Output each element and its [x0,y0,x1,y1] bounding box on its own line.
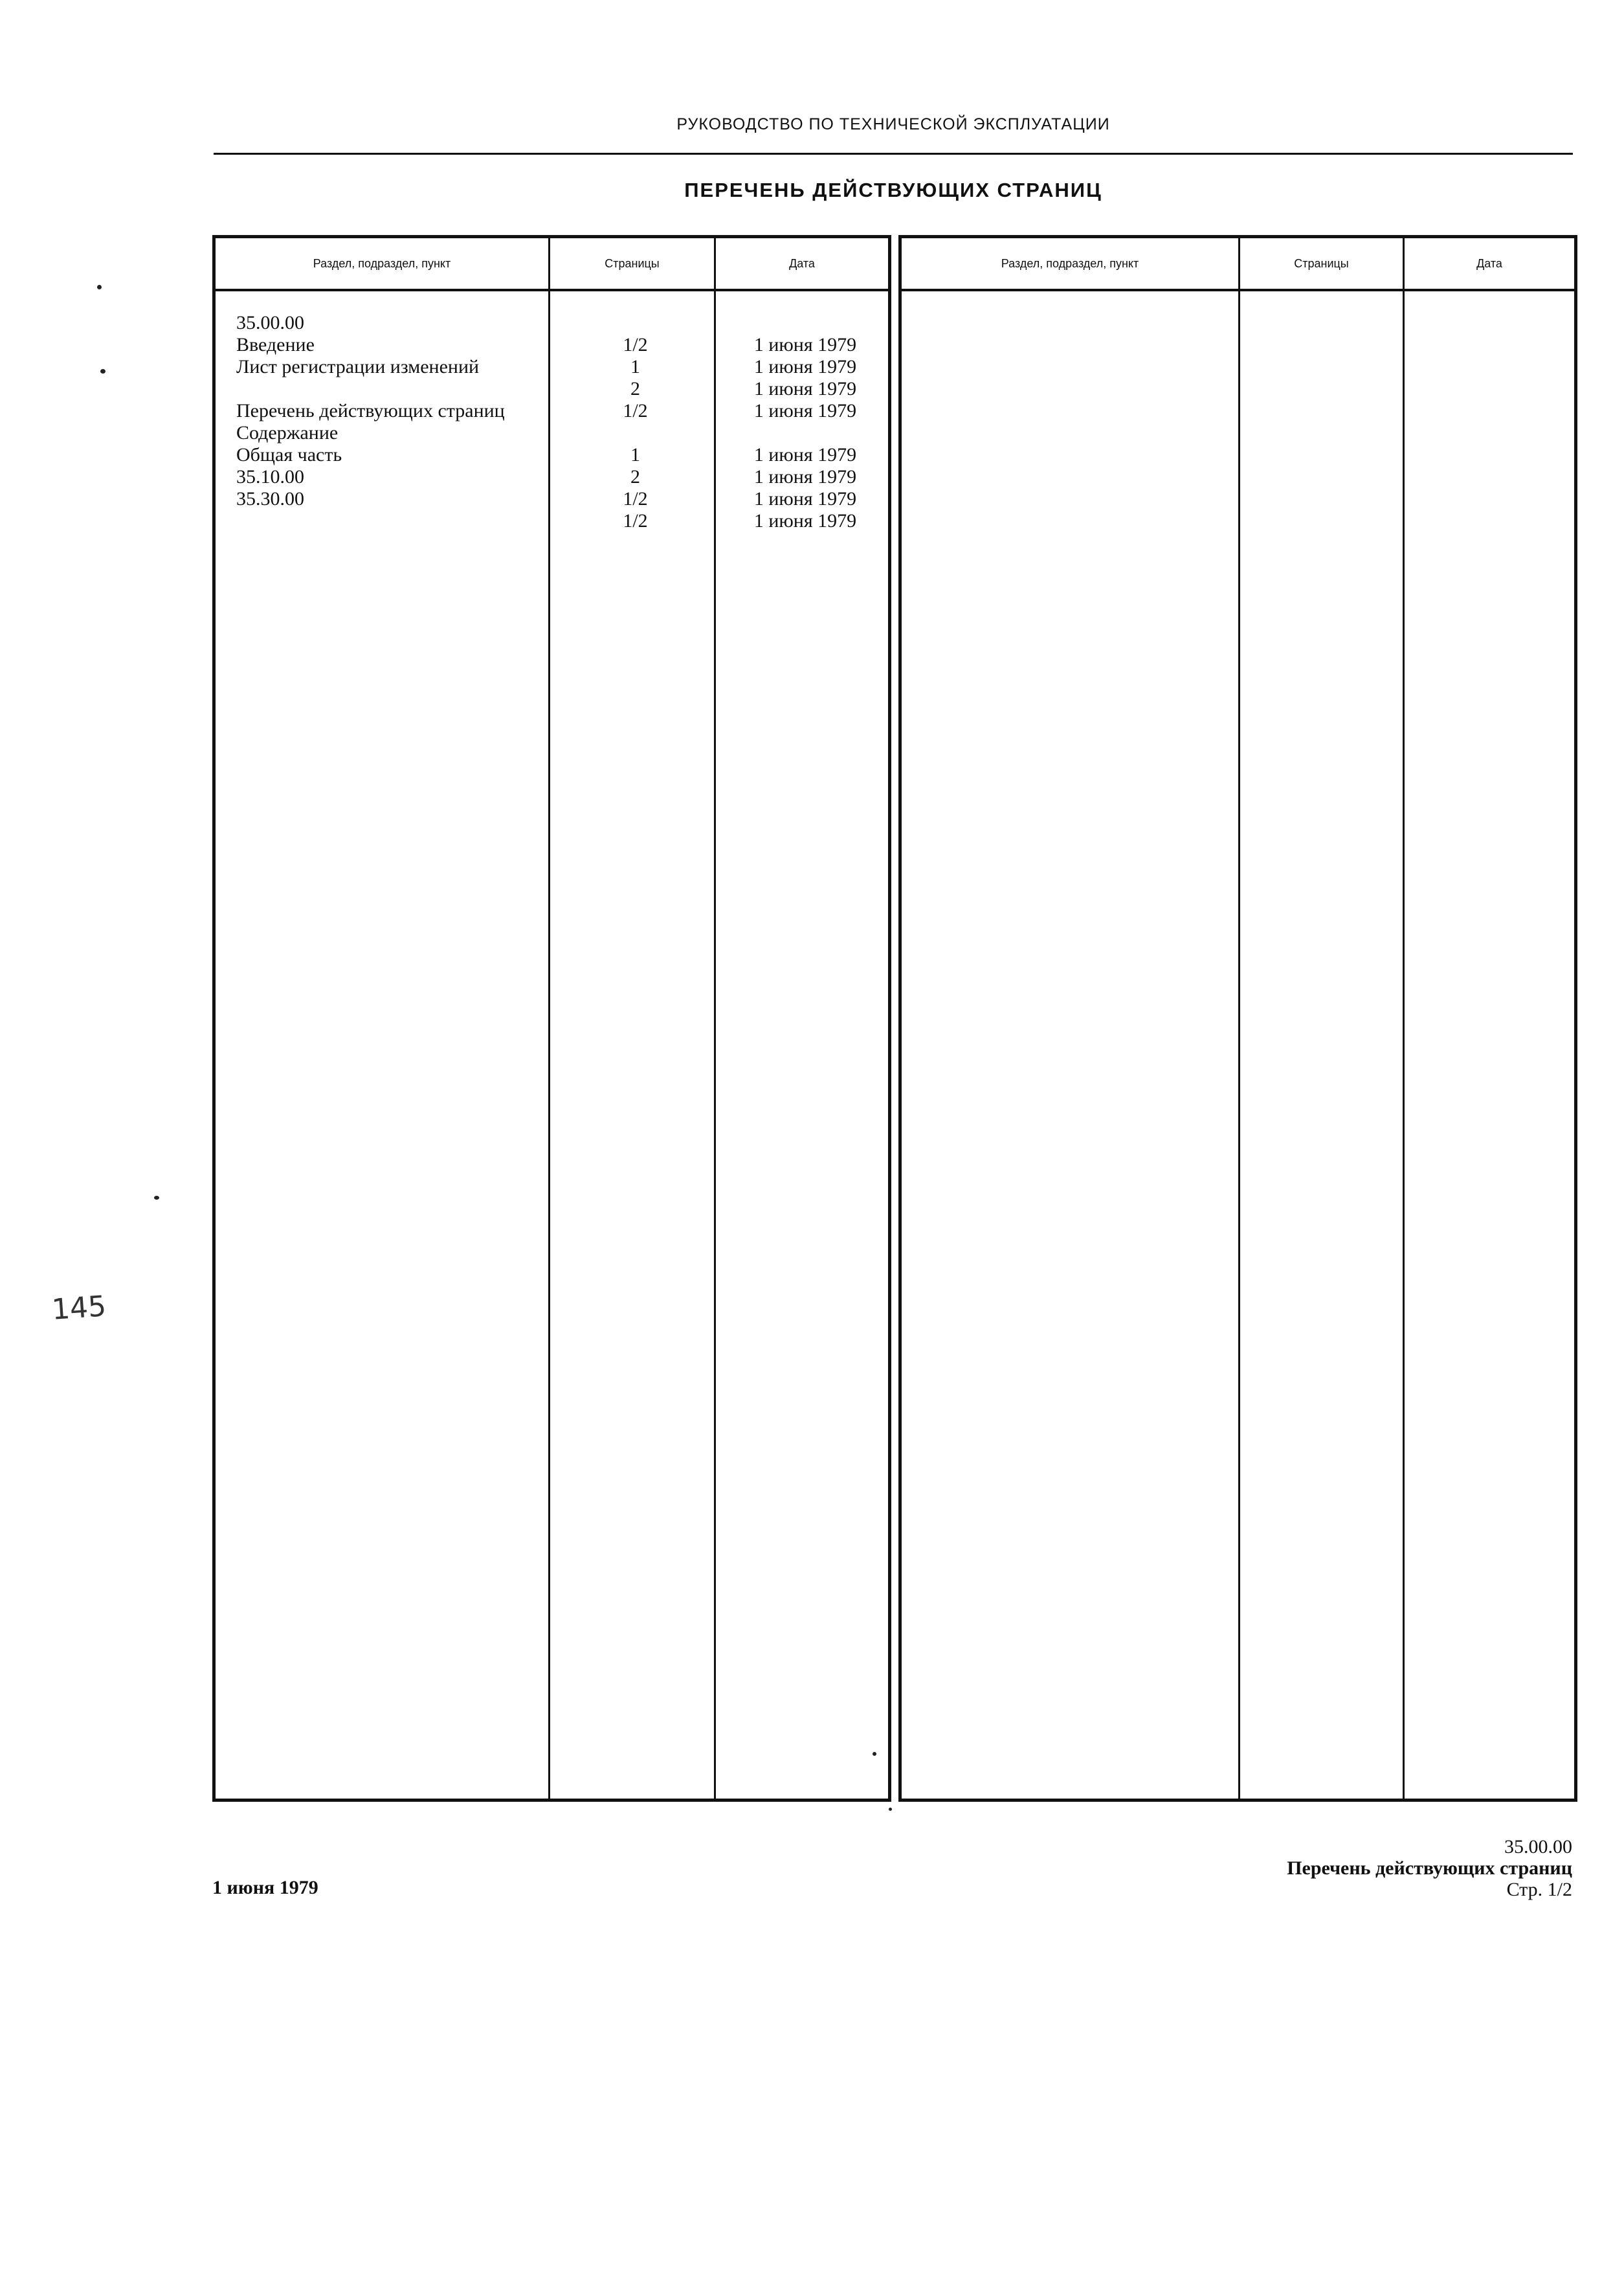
scan-speck [154,1196,159,1200]
table-cell-pages: 1/2 [623,400,648,421]
table-cell-pages [571,312,700,334]
column-header-section: Раздел, подраздел, пункт [214,237,550,291]
section-column [900,290,1240,1800]
table-cell-date: 1 июня 1979 [753,378,857,399]
table-cell-section: Введение [236,334,315,355]
pages-column [550,290,715,1800]
scan-speck [100,369,106,374]
footer-section-title: Перечень действующих страниц [1287,1857,1572,1879]
table-cell-section [236,378,534,400]
scan-speck [873,1752,876,1756]
column-header-pages: Страницы [550,237,715,291]
pages-table-left [212,235,891,1802]
footer-page-id [1054,1836,1572,1900]
table-cell-section: 35.30.00 [236,488,304,510]
running-header: РУКОВОДСТВО ПО ТЕХНИЧЕСКОЙ ЭКСПЛУАТАЦИИ [676,115,1110,133]
table-cell-section: Содержание [236,422,339,443]
table-cell-section: 35.10.00 [236,466,304,488]
table-cell-date: 1 июня 1979 [753,400,857,421]
footer-chapter: 35.00.00 [1504,1836,1572,1857]
column-header-pages: Страницы [1240,237,1404,291]
footer-date: 1 июня 1979 [212,1877,318,1898]
scan-speck [889,1808,892,1811]
table-cell-section: 35.00.00 [236,312,304,333]
pages-table-right [898,235,1577,1802]
table-cell-pages: 1 [630,356,640,377]
page-title: ПЕРЕЧЕНЬ ДЕЙСТВУЮЩИХ СТРАНИЦ [684,179,1102,201]
table-cell-section: Перечень действующих страниц [236,400,505,421]
table-cell-section: Общая часть [236,444,342,465]
table-cell-date: 1 июня 1979 [753,466,857,488]
column-header-date: Дата [715,237,890,291]
handwritten-page-number: 145 [50,1290,107,1327]
table-cell-pages: 1/2 [623,334,648,355]
table-cell-date: 1 июня 1979 [753,488,857,510]
table-cell-date: 1 июня 1979 [753,444,857,465]
header-rule [214,153,1573,155]
date-column [715,290,890,1800]
column-header-date: Дата [1404,237,1576,291]
column-header-section: Раздел, подраздел, пункт [900,237,1240,291]
table-cell-pages: 1/2 [623,510,648,532]
table-cell-date [737,312,874,334]
table-cell-date: 1 июня 1979 [753,510,857,532]
table-cell-pages: 2 [630,378,640,399]
table-cell-pages: 1/2 [623,488,648,510]
table-cell-pages: 2 [630,466,640,488]
date-column [1404,290,1576,1800]
table-cell-date: 1 июня 1979 [753,356,857,377]
table-cell-section: Лист регистрации изменений [236,356,480,377]
table-cell-date: 1 июня 1979 [753,334,857,355]
pages-column [1240,290,1404,1800]
footer-page-number: Стр. 1/2 [1506,1879,1572,1900]
scan-speck [97,285,102,289]
section-column [214,290,550,1800]
table-cell-pages: 1 [630,444,640,465]
